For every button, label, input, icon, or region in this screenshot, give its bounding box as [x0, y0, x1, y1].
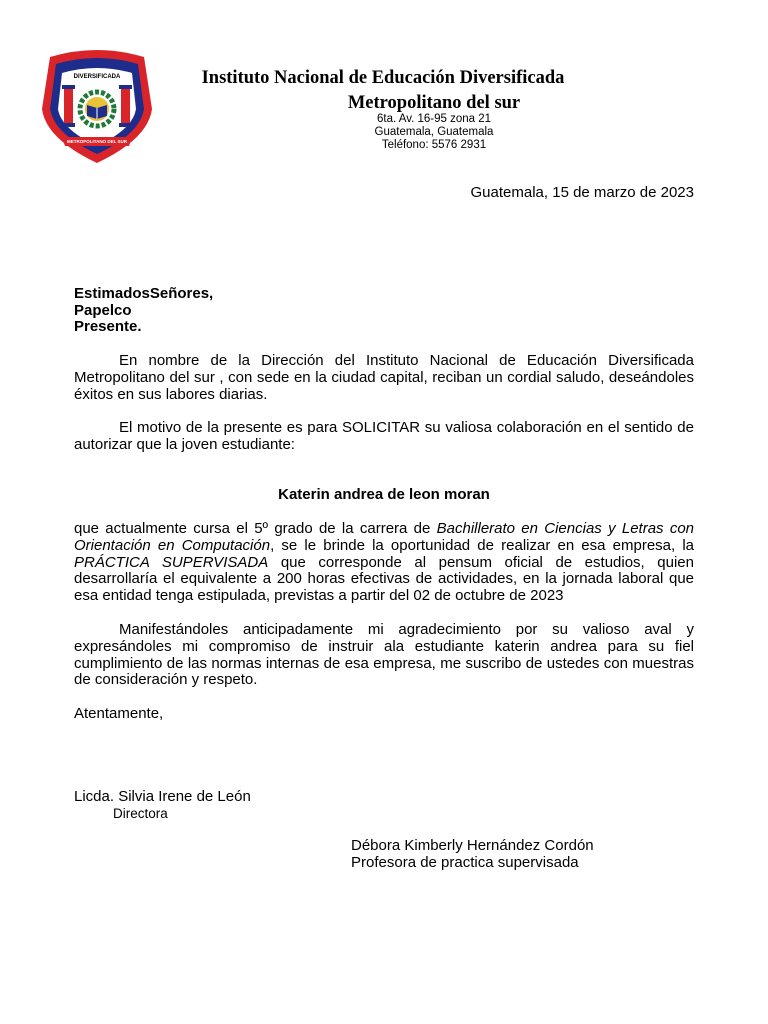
signature-teacher-role: Profesora de practica supervisada [351, 854, 579, 871]
institute-branch: Metropolitano del sur [347, 93, 521, 113]
institute-city: Guatemala, Guatemala [374, 126, 494, 138]
logo-sub-text: DIVERSIFICADA [73, 74, 121, 80]
paragraph-details [74, 521, 694, 605]
institute-phone: Teléfono: 5576 2931 [381, 139, 487, 151]
date-line: Guatemala, 15 de marzo de 2023 [470, 184, 694, 201]
institute-address: 6ta. Av. 16-95 zona 21 [376, 113, 492, 125]
logo-ribbon-text: METROPOLITANO DEL SUR [66, 139, 128, 144]
institute-logo [36, 43, 158, 165]
paragraph-greeting [74, 353, 694, 403]
signature-teacher-name: Débora Kimberly Hernández Cordón [351, 837, 594, 854]
signature-director-name: Licda. Silvia Irene de León [74, 788, 251, 805]
details-part3: que corresponde al pensum oficial de estudios, quien desarrollaría el equivalente a 200 horas efectivas de actividades, en la jornada laboral que esa entidad tenga estipulada, previstas a partir del 02 de octubre de 2023 [74, 553, 694, 605]
career-name: Bachillerato en Ciencias y Letras con Orientación en Computación [74, 520, 695, 554]
signature-director-role: Directora [113, 806, 168, 821]
logo-column-right [121, 87, 130, 125]
student-name: Katerin andrea de leon moran [278, 486, 490, 503]
details-part1: que actualmente cursa el 5º grado de la carrera de [74, 520, 437, 537]
salutation-recipient: Papelco [74, 302, 132, 319]
institute-name: Instituto Nacional de Educación Diversificada [201, 68, 565, 88]
details-part2: , se le brinde la oportunidad de realizar en esa empresa, la [270, 536, 695, 554]
logo-column-left [64, 87, 73, 125]
paragraph-request [74, 420, 694, 454]
closing: Atentamente, [74, 705, 164, 722]
paragraph-thanks-text: Manifestándoles anticipadamente mi agradecimiento por su valioso aval y expresándoles mi compromiso de instruir ala estudiante katerin andrea para su fiel cumplimiento de las normas internas de esa empresa, me suscribo de ustedes con muestras de consideración y respeto. [74, 621, 694, 689]
paragraph-request-text: El motivo de la presente es para SOLICITAR su valiosa colaboración en el sentido de autorizar que la joven estudiante: [74, 419, 694, 453]
paragraph-thanks [74, 622, 694, 689]
salutation-greeting: EstimadosSeñores, [74, 285, 214, 302]
paragraph-greeting-text: En nombre de la Dirección del Instituto Nacional de Educación Diversificada Metropolitano del sur , con sede en la ciudad capital, reciban un cordial saludo, deseándoles éxitos en sus labores diarias. [74, 352, 694, 403]
salutation-presente: Presente. [74, 318, 142, 335]
practice-name: PRÁCTICA SUPERVISADA [74, 553, 269, 571]
paragraph-details-text [74, 521, 694, 605]
